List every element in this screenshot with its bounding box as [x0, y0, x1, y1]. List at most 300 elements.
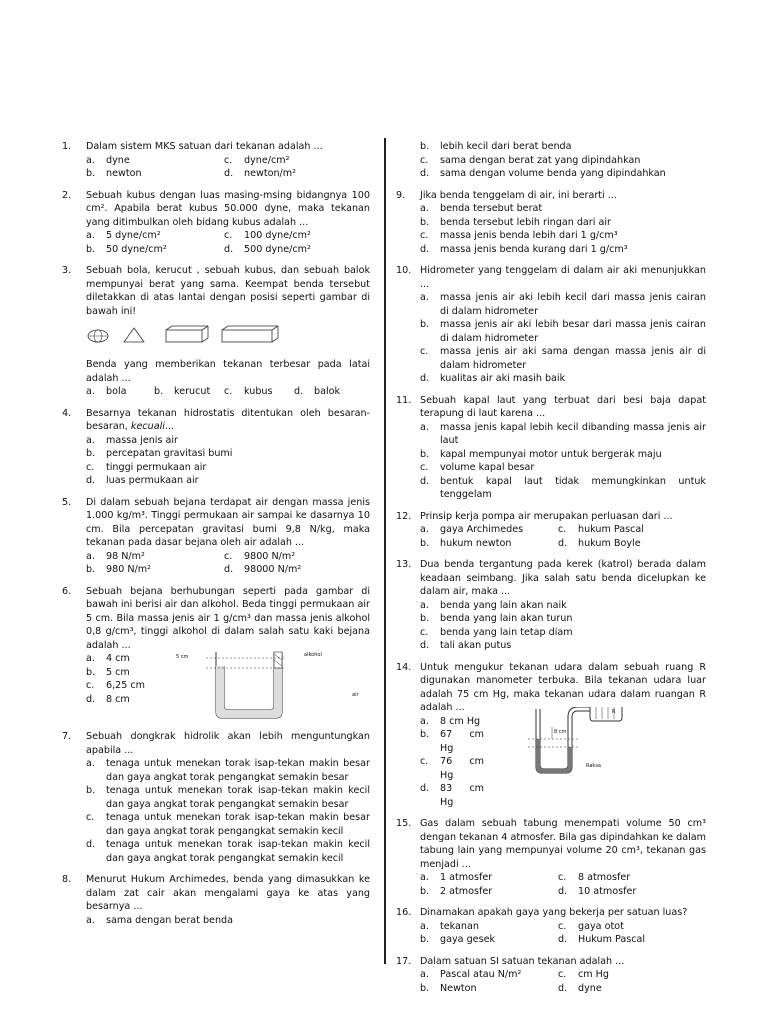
option-text: hukum Boyle — [578, 537, 641, 549]
option-text: cm Hg — [578, 969, 609, 980]
option-text: kerucut — [174, 386, 211, 397]
option-letter: b. — [86, 666, 96, 678]
option-letter: a. — [86, 230, 95, 241]
figure-label-water: air — [352, 692, 359, 698]
option-letter: c. — [420, 230, 429, 241]
question-row — [62, 407, 370, 434]
option — [420, 372, 706, 386]
option — [558, 968, 696, 982]
question-text-main: Dalam sistem MKS satuan dari tekanan adalah ... — [86, 141, 323, 152]
option — [86, 229, 224, 243]
option-letter: d. — [558, 537, 568, 549]
option-letter: c. — [224, 154, 233, 166]
options — [420, 421, 706, 502]
options — [420, 291, 706, 386]
option-letter: a. — [86, 154, 95, 166]
question-number: 8. — [62, 874, 72, 885]
question-number: 15. — [396, 818, 412, 829]
option — [420, 202, 706, 216]
question-12 — [396, 510, 706, 551]
option — [86, 550, 224, 564]
question-text — [86, 189, 370, 230]
option — [86, 243, 224, 257]
option — [294, 385, 354, 399]
options — [420, 708, 706, 810]
question-gap — [62, 488, 370, 496]
question-number: 4. — [62, 407, 72, 419]
option-letter: a. — [420, 421, 429, 433]
question-row — [396, 906, 706, 920]
option-letter: a. — [420, 292, 429, 303]
question-row — [396, 394, 706, 421]
figure-label-height: 5 cm — [176, 654, 189, 660]
question-11 — [396, 394, 706, 502]
option-letter: b. — [420, 982, 430, 994]
option — [558, 920, 696, 934]
option-letter: d. — [294, 386, 304, 397]
option — [224, 243, 362, 257]
option-letter: b. — [86, 168, 96, 179]
question-text-main: Sebuah kubus dengan luas masing-msing bidangnya 100 cm². Apabila berat kubus 50.000 dyne, maka tekanan yang ditimbulkan oleh bidang kubus adalah ... — [86, 189, 370, 228]
option — [420, 612, 706, 626]
option-row — [86, 154, 370, 168]
option — [86, 757, 370, 784]
question-4 — [62, 407, 370, 488]
options — [420, 523, 706, 550]
option-text: tenaga untuk menekan torak isap-tekan makin besar dan gaya angkat torak pengangkat semakin besar — [106, 758, 370, 783]
option-text: benda yang lain tetap diam — [440, 626, 573, 638]
options — [86, 550, 370, 577]
question-8 — [62, 873, 370, 927]
option-text: 5 cm — [106, 666, 130, 678]
option-letter: c. — [558, 872, 567, 883]
option-letter: d. — [558, 982, 568, 994]
question-row — [62, 730, 370, 757]
question-row — [396, 189, 706, 203]
question-gap — [62, 722, 370, 730]
question-number: 17. — [396, 955, 412, 967]
option-row — [420, 523, 706, 537]
option — [420, 871, 558, 885]
question-5 — [62, 496, 370, 577]
option-letter: b. — [420, 613, 430, 624]
option-text: 100 dyne/cm² — [244, 230, 311, 241]
option — [224, 563, 362, 577]
option-letter: d. — [420, 475, 430, 487]
question-text — [86, 496, 370, 550]
question-9 — [396, 189, 706, 257]
option — [558, 537, 696, 551]
option-letter: b. — [86, 785, 96, 796]
option-letter: c. — [86, 461, 95, 473]
option-letter: d. — [420, 783, 430, 794]
option-row — [86, 229, 370, 243]
option-letter: b. — [420, 141, 430, 152]
option-text: bentuk kapal laut tidak memungkinkan untuk tenggelam — [440, 475, 706, 500]
option — [420, 626, 706, 640]
figure-label-alcohol: alkohol — [304, 652, 322, 658]
option-letter: d. — [420, 640, 430, 651]
question-text — [86, 873, 370, 914]
option — [420, 140, 706, 154]
option-row — [86, 550, 370, 564]
options — [420, 871, 706, 898]
question-row — [396, 264, 706, 291]
question-text-main: Sebuah bejana berhubungan seperti pada gambar di bawah ini berisi air dan alkohol. Beda tinggi permukaan air 5 cm. Bila massa jenis air 1 g/cm³ dan massa jenis alkohol 0,8 g/cm³, tinggi alkohol di dalam salah satu kaki bejana adalah ... — [86, 585, 370, 651]
question-8-continued-options — [420, 140, 706, 181]
option-letter: c. — [558, 524, 567, 535]
option-text: sama dengan berat zat yang dipindahkan — [440, 154, 641, 166]
question-1 — [62, 140, 370, 181]
option-text: tinggi permukaan air — [106, 461, 207, 473]
option-letter: c. — [86, 680, 95, 691]
option-text: 83 cm Hg — [440, 783, 484, 808]
option — [420, 318, 706, 345]
option-row — [420, 920, 706, 934]
question-gap — [396, 995, 706, 1003]
option-row — [420, 968, 706, 982]
question-text — [420, 817, 706, 871]
option-row — [86, 385, 370, 399]
question-text-main: Di dalam sebuah bejana terdapat air dengan massa jenis 1.000 kg/m³. Tinggi permukaan air sampai ke dasarnya 10 cm. Bila percepatan gravitasi bumi 9,8 N/kg, maka tekanan pada dasar bejana oleh air adalah ... — [86, 496, 370, 548]
option-letter: d. — [558, 934, 568, 945]
question-number: 14. — [396, 661, 412, 673]
right-column — [396, 140, 706, 1003]
question-text-end: ... — [164, 421, 175, 432]
option-letter: d. — [420, 243, 430, 255]
question-number: 1. — [62, 141, 72, 152]
option-text: 10 atmosfer — [578, 885, 637, 897]
option — [420, 421, 706, 448]
option — [86, 434, 370, 448]
option — [420, 523, 558, 537]
question-7 — [62, 730, 370, 865]
question-followup: Benda yang memberikan tekanan terbesar pada latai adalah ... — [86, 359, 370, 384]
option-text: percepatan gravitasi bumi — [106, 448, 233, 459]
option — [558, 871, 696, 885]
option — [420, 968, 558, 982]
connected-vessel-figure — [176, 646, 366, 722]
question-gap — [396, 947, 706, 955]
options — [86, 652, 370, 722]
option-letter: c. — [558, 920, 567, 932]
option — [86, 563, 224, 577]
option-text: benda tersebut berat — [440, 203, 543, 214]
option-letter: a. — [86, 550, 95, 562]
question-row — [396, 817, 706, 871]
option-text: kapal mempunyai motor untuk bergerak maju — [440, 448, 662, 460]
option-letter: a. — [86, 758, 95, 769]
question-gap — [396, 898, 706, 906]
question-number: 13. — [396, 559, 412, 570]
options — [420, 202, 706, 256]
question-gap — [62, 927, 370, 935]
question-gap — [396, 809, 706, 817]
option-row — [86, 563, 370, 577]
option — [224, 550, 362, 564]
option — [420, 229, 706, 243]
option-text: 98000 N/m² — [244, 564, 302, 575]
option-text: 6,25 cm — [106, 680, 146, 691]
question-row — [62, 496, 370, 550]
question-17 — [396, 955, 706, 996]
u-tube-diagram — [176, 646, 366, 722]
option-text: massa jenis kapal lebih kecil dibanding massa jenis air laut — [440, 421, 706, 446]
option-letter: d. — [420, 373, 430, 384]
question-number: 16. — [396, 907, 412, 918]
option-text: volume kapal besar — [440, 462, 535, 473]
option-row — [86, 167, 370, 181]
option-letter: d. — [224, 168, 234, 179]
option-text: tali akan putus — [440, 640, 512, 651]
manometer-figure — [506, 707, 706, 777]
question-14 — [396, 661, 706, 810]
question-text — [420, 906, 706, 920]
option-text: 98 N/m² — [106, 550, 145, 562]
question-text-main: Dalam satuan SI satuan tekanan adalah ... — [420, 955, 625, 967]
shapes-figure — [62, 318, 370, 358]
option-text: benda yang lain akan turun — [440, 613, 573, 624]
question-number: 10. — [396, 265, 412, 276]
option-text: balok — [314, 386, 341, 397]
option-letter: d. — [558, 885, 568, 897]
option — [420, 920, 558, 934]
option-letter: b. — [420, 537, 430, 549]
option — [558, 933, 696, 947]
option-text: dyne — [578, 982, 602, 994]
option — [224, 167, 362, 181]
option — [86, 385, 154, 399]
option — [86, 838, 370, 865]
question-text — [86, 264, 370, 318]
option-letter: a. — [86, 386, 95, 397]
option-letter: a. — [86, 914, 95, 926]
option-text: hukum Pascal — [578, 524, 644, 535]
option-letter: c. — [420, 154, 429, 166]
question-gap — [62, 399, 370, 407]
option — [420, 243, 706, 257]
option-letter: c. — [420, 756, 429, 767]
question-number: 11. — [396, 394, 412, 406]
column-divider — [384, 138, 386, 964]
option — [420, 537, 558, 551]
question-text-main: Untuk mengukur tekanan udara dalam sebuah ruang R digunakan manometer terbuka. Bila tekanan udara luar adalah 75 cm Hg, maka tekanan udara dalam ruangan R adalah ... — [420, 661, 706, 713]
option — [420, 448, 706, 462]
option-text: 1 atmosfer — [440, 872, 493, 883]
option — [86, 461, 370, 475]
shapes-illustration — [86, 322, 286, 348]
question-text-main: Dinamakan apakah gaya yang bekerja per satuan luas? — [420, 907, 688, 918]
option — [86, 811, 370, 838]
option-text: massa jenis air aki sama dengan massa jenis air di dalam hidrometer — [440, 346, 706, 371]
option — [420, 345, 706, 372]
option-text: kubus — [244, 386, 273, 397]
option-text: tenaga untuk menekan torak isap-tekan makin kecil dan gaya angkat torak pengangkat semakin kecil — [106, 839, 370, 864]
options — [86, 154, 370, 181]
option — [86, 167, 224, 181]
option — [420, 885, 558, 899]
option-text: 980 N/m² — [106, 564, 151, 575]
option-letter: c. — [224, 386, 233, 397]
question-row — [62, 873, 370, 914]
option-letter: c. — [86, 812, 95, 823]
question-text-main: Besarnya tekanan hidrostatis ditentukan oleh besaran-besaran, — [86, 407, 370, 432]
question-text — [86, 407, 370, 434]
question-text-main: Prinsip kerja pompa air merupakan perluasan dari ... — [420, 510, 673, 522]
question-text — [420, 558, 706, 599]
manometer-diagram — [506, 707, 706, 777]
question-number: 6. — [62, 585, 72, 597]
option-letter: a. — [420, 203, 429, 214]
option-text: dyne/cm² — [244, 154, 290, 166]
question-row — [62, 189, 370, 230]
question-15 — [396, 817, 706, 898]
option-text: Newton — [440, 982, 477, 994]
option-letter: a. — [420, 969, 429, 980]
option — [420, 755, 484, 782]
question-number: 5. — [62, 496, 72, 508]
option-text: 67 cm Hg — [440, 729, 484, 754]
question-text-main: Sebuah dongkrak hidrolik akan lebih menguntungkan apabila ... — [86, 731, 370, 756]
option-letter: b. — [86, 448, 96, 459]
question-text — [86, 730, 370, 757]
question-6 — [62, 585, 370, 723]
option — [154, 385, 224, 399]
options — [86, 914, 370, 928]
option — [86, 693, 176, 707]
question-text — [420, 189, 706, 203]
option-text: massa jenis benda lebih dari 1 g/cm³ — [440, 230, 618, 241]
option-row — [420, 871, 706, 885]
question-number: 3. — [62, 265, 72, 276]
option-text: massa jenis air — [106, 434, 178, 446]
question-16 — [396, 906, 706, 947]
option-letter: b. — [420, 934, 430, 945]
question-2 — [62, 189, 370, 257]
option-letter: d. — [86, 693, 96, 705]
option — [420, 154, 706, 168]
option-letter: a. — [420, 920, 429, 932]
options — [86, 757, 370, 865]
question-text-main: Sebuah bola, kerucut , sebuah kubus, dan sebuah balok mempunyai berat yang sama. Keempat benda tersebut diletakkan di atas lantai dengan posisi seperti gambar di bawah ini! — [86, 265, 370, 317]
option — [420, 167, 706, 181]
question-text — [86, 585, 370, 653]
option — [420, 291, 706, 318]
option-letter: d. — [420, 168, 430, 179]
option-letter: b. — [420, 319, 430, 330]
question-row — [62, 140, 370, 154]
option-text: newton — [106, 168, 142, 179]
option-text: 50 dyne/cm² — [106, 243, 167, 255]
option-letter: c. — [420, 346, 429, 357]
question-text — [86, 140, 370, 154]
figure-label-r: R — [612, 708, 616, 715]
question-text-main: Jika benda tenggelam di air, ini berarti ... — [420, 189, 617, 201]
option-letter: b. — [86, 243, 96, 255]
option-row — [420, 982, 706, 996]
option-letter: d. — [86, 839, 96, 850]
question-gap — [396, 550, 706, 558]
option-text: kualitas air aki masih baik — [440, 373, 566, 384]
options — [420, 920, 706, 947]
option-text: sama dengan berat benda — [106, 914, 233, 926]
option-list — [86, 652, 176, 722]
question-row — [396, 510, 706, 524]
question-3 — [62, 264, 370, 399]
question-number: 7. — [62, 731, 72, 742]
option-letter: a. — [420, 872, 429, 883]
question-gap — [62, 181, 370, 189]
option — [86, 447, 370, 461]
options — [420, 968, 706, 995]
option — [86, 154, 224, 168]
option — [420, 782, 484, 809]
option-letter: c. — [558, 969, 567, 980]
option — [420, 715, 484, 729]
question-gap — [396, 256, 706, 264]
option-text: tenaga untuk menekan torak isap-tekan makin besar dan gaya angkat torak pengangkat semakin kecil — [106, 812, 370, 837]
option-text: lebih kecil dari berat benda — [440, 141, 572, 152]
option-letter: a. — [86, 653, 95, 664]
question-gap — [62, 865, 370, 873]
question-gap — [396, 386, 706, 394]
options — [86, 385, 370, 399]
question-gap — [62, 577, 370, 585]
option — [224, 154, 362, 168]
question-text — [420, 955, 706, 969]
option-text: benda tersebut lebih ringan dari air — [440, 216, 611, 228]
option-text: 2 atmosfer — [440, 885, 493, 897]
option-letter: d. — [224, 564, 234, 575]
question-text-main: Hidrometer yang tenggelam di dalam air aki menunjukkan ... — [420, 265, 706, 290]
option-letter: b. — [154, 386, 164, 397]
option-text: newton/m² — [244, 168, 296, 179]
question-13 — [396, 558, 706, 653]
option-letter: b. — [420, 448, 430, 460]
option-letter: b. — [420, 216, 430, 228]
options — [86, 229, 370, 256]
option — [86, 652, 176, 666]
option — [420, 728, 484, 755]
question-gap — [62, 256, 370, 264]
option — [86, 679, 176, 693]
option-letter: b. — [420, 729, 430, 740]
option — [558, 523, 696, 537]
option-text: 8 cm — [106, 693, 130, 705]
option-text: hukum newton — [440, 537, 512, 549]
option-text: 4 cm — [106, 653, 130, 664]
question-text — [420, 264, 706, 291]
option-text: 500 dyne/cm² — [244, 243, 311, 255]
option-text: 8 atmosfer — [578, 872, 631, 883]
option-list — [420, 715, 484, 810]
option-text: massa jenis benda kurang dari 1 g/cm³ — [440, 243, 628, 255]
options — [86, 434, 370, 488]
question-text-main: Menurut Hukum Archimedes, benda yang dimasukkan ke dalam zat cair akan mengalami gaya ke atas yang besarnya ... — [86, 874, 370, 912]
option — [420, 982, 558, 996]
option-text: gaya otot — [578, 920, 624, 932]
question-text-main: Gas dalam sebuah tabung menempati volume 50 cm³ dengan tekanan 4 atmosfer. Bila gas dipindahkan ke dalam tabung lain yang mempunyai volume 20 cm³, tekanan gas menjadi ... — [420, 818, 706, 870]
option-text: Pascal atau N/m² — [440, 969, 522, 980]
option-text: massa jenis air aki lebih kecil dari massa jenis cairan di dalam hidrometer — [440, 292, 706, 317]
option — [86, 474, 370, 488]
option — [420, 461, 706, 475]
option-letter: c. — [420, 462, 429, 473]
option-text: tenaga untuk menekan torak isap-tekan makin kecil dan gaya angkat torak pengangkat semakin besar — [106, 785, 370, 810]
option-letter: a. — [420, 524, 429, 535]
option-letter: a. — [86, 434, 95, 446]
option-text: Hukum Pascal — [578, 934, 646, 945]
